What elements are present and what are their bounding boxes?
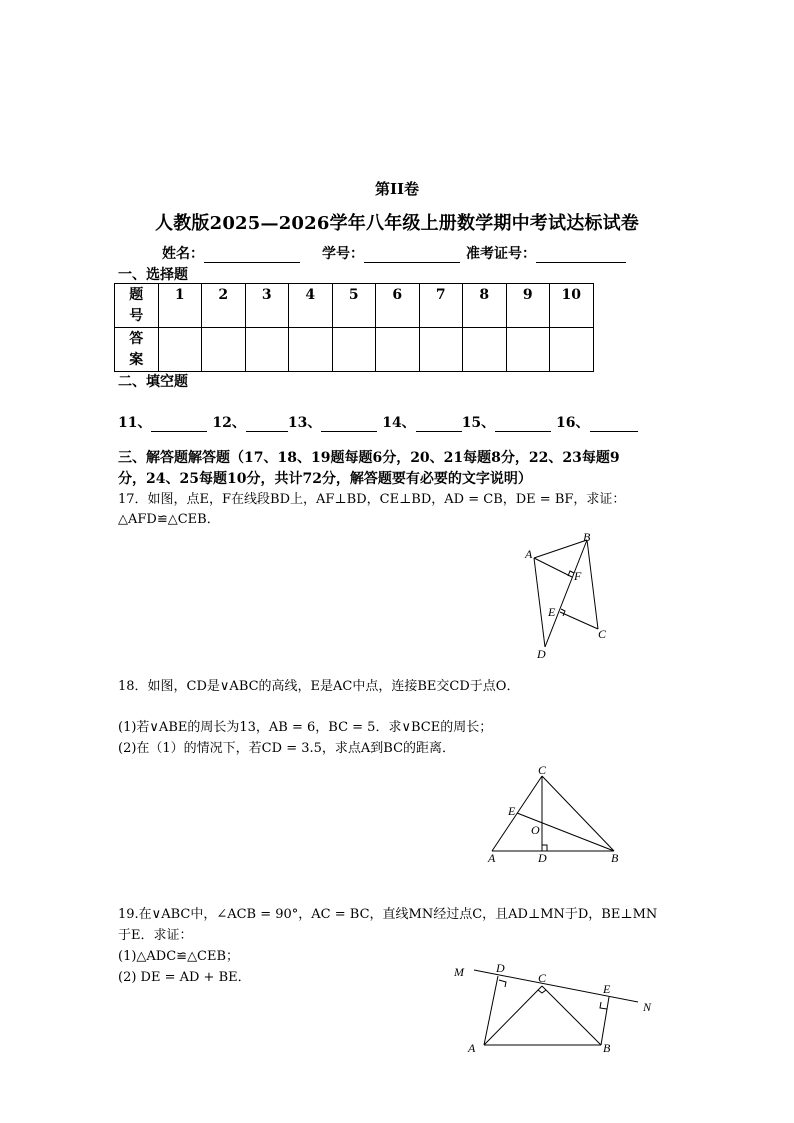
segment-bd xyxy=(545,540,587,647)
segment-be xyxy=(601,997,609,1045)
blank-label: 15、 xyxy=(461,415,496,431)
segment-ad xyxy=(484,976,498,1045)
answer-cell xyxy=(158,328,202,372)
right-angle-mark-d xyxy=(499,980,506,987)
blank-label: 16、 xyxy=(556,415,590,431)
label-a: A xyxy=(488,851,496,865)
answer-cell xyxy=(506,328,550,372)
section2-heading: 二、填空题 xyxy=(118,374,188,390)
blank-label: 11、 xyxy=(118,415,152,431)
label-b: B xyxy=(603,1041,611,1055)
q19-text-line1: 19.在∨ABC中，∠ACB = 90°，AC = BC，直线MN经过点C，且AD⊥MN于D，BE⊥MN xyxy=(118,907,658,922)
segment-af xyxy=(534,558,572,577)
label-c: C xyxy=(538,763,547,777)
question-number: 10 xyxy=(550,284,594,328)
exam-no-label: 准考证号： xyxy=(466,246,536,262)
label-d: D xyxy=(537,647,546,661)
segment-ab xyxy=(534,540,587,558)
page-title: 人教版2025—2026学年八年级上册数学期中考试达标试卷 xyxy=(155,213,639,234)
row-header-q: 题 号 xyxy=(115,284,159,328)
label-o: O xyxy=(531,823,540,837)
id-blank xyxy=(364,248,460,263)
segment-ce xyxy=(560,612,598,629)
label-e: E xyxy=(603,982,611,996)
question-number: 3 xyxy=(245,284,289,328)
table-row xyxy=(115,328,594,372)
answer-cell xyxy=(202,328,246,372)
exam-no-field xyxy=(466,243,626,263)
question-number: 2 xyxy=(202,284,246,328)
blank-label: 12、 xyxy=(212,415,246,431)
q19-text-line2: 于E．求证： xyxy=(118,928,193,943)
q18-figure xyxy=(480,762,630,867)
answer-cell xyxy=(463,328,507,372)
exam-no-blank xyxy=(536,248,626,263)
right-angle-mark-c xyxy=(538,990,546,993)
right-angle-mark-e xyxy=(600,1002,607,1009)
id-label: 学号： xyxy=(322,246,364,262)
label-c: C xyxy=(538,971,547,985)
id-field xyxy=(322,243,460,263)
question-number: 6 xyxy=(376,284,420,328)
answer-cell xyxy=(419,328,463,372)
q18-text-line1: 18．如图，CD是∨ABC的高线，E是AC中点，连接BE交CD于点O． xyxy=(118,679,520,694)
label-a: A xyxy=(525,547,533,561)
name-blank xyxy=(204,248,300,263)
label-e: E xyxy=(508,804,516,818)
answer-cell xyxy=(550,328,594,372)
name-field xyxy=(162,243,300,263)
segment-bc xyxy=(542,776,614,851)
blank-label: 14、 xyxy=(382,415,416,431)
question-number: 1 xyxy=(158,284,202,328)
q19-figure xyxy=(448,956,668,1060)
segment-ac xyxy=(484,986,542,1045)
section3-heading-line1: 三、解答题解答题（17、18、19题每题6分，20、21每题8分，22、23每题9 xyxy=(118,450,620,466)
answer-cell xyxy=(332,328,376,372)
label-d: D xyxy=(496,961,505,975)
label-m: M xyxy=(454,965,464,979)
label-f: F xyxy=(574,569,582,583)
question-number: 4 xyxy=(289,284,333,328)
label-b: B xyxy=(583,530,591,544)
row-header-a: 答 案 xyxy=(115,328,159,372)
label-n: N xyxy=(643,1000,652,1014)
label-a: A xyxy=(468,1041,476,1055)
answer-cell xyxy=(289,328,333,372)
segment-ad xyxy=(534,558,545,647)
answer-table xyxy=(114,283,594,372)
fill-blanks-row xyxy=(118,412,638,432)
section3-heading-line2: 分，24、25每题10分，共计72分，解答题要有必要的文字说明） xyxy=(118,471,532,487)
name-label: 姓名： xyxy=(162,246,204,262)
volume-label: 第II卷 xyxy=(374,180,420,198)
q18-text-line3: (2)在（1）的情况下，若CD = 3.5，求点A到BC的距离． xyxy=(118,741,456,756)
question-number: 9 xyxy=(506,284,550,328)
section1-heading: 一、选择题 xyxy=(118,267,188,283)
q19-text-line4: (2) DE = AD + BE． xyxy=(118,970,251,985)
label-b: B xyxy=(611,851,619,865)
q17-text-line2: △AFD≌△CEB． xyxy=(118,512,220,527)
segment-bc xyxy=(587,540,598,629)
label-c: C xyxy=(598,627,607,641)
segment-cb xyxy=(542,986,601,1045)
q17-figure xyxy=(510,528,620,663)
table-row xyxy=(115,284,594,328)
question-number: 8 xyxy=(463,284,507,328)
q17-text-line1: 17．如图，点E，F在线段BD上，AF⊥BD，CE⊥BD，AD = CB，DE = BF，求证： xyxy=(118,492,626,507)
q18-text-line2: (1)若∨ABE的周长为13，AB = 6，BC = 5．求∨BCE的周长； xyxy=(118,720,493,735)
q19-text-line3: (1)△ADC≌△CEB； xyxy=(118,949,240,964)
label-e: E xyxy=(548,605,556,619)
label-d: D xyxy=(538,851,547,865)
question-number: 7 xyxy=(419,284,463,328)
blank-label: 13、 xyxy=(287,415,322,431)
question-number: 5 xyxy=(332,284,376,328)
answer-cell xyxy=(376,328,420,372)
answer-cell xyxy=(245,328,289,372)
